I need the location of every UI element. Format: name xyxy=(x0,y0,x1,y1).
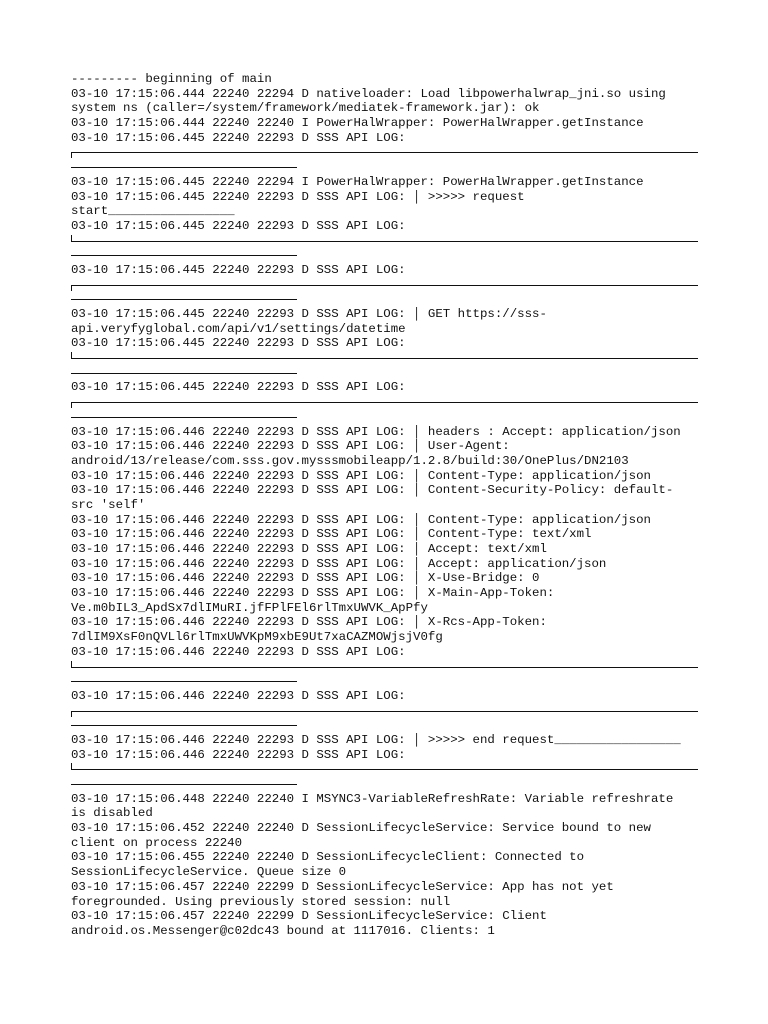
log-line: 03-10 17:15:06.445 22240 22293 D SSS API LOG: xyxy=(71,218,406,233)
box-rule-line xyxy=(71,718,701,733)
rule-bar xyxy=(71,299,297,300)
rule-corner xyxy=(71,235,72,241)
log-line: 03-10 17:15:06.446 22240 22293 D SSS API LOG: │ X-Use-Bridge: 0 xyxy=(71,571,540,586)
box-rule-line xyxy=(71,674,701,689)
rule-corner xyxy=(71,285,72,291)
log-line: 03-10 17:15:06.452 22240 22240 D SessionLifecycleService: Service bound to new xyxy=(71,821,651,836)
log-line: 03-10 17:15:06.445 22240 22293 D SSS API LOG: xyxy=(71,380,406,395)
rule-bar xyxy=(71,285,698,286)
log-document xyxy=(71,72,701,939)
log-line: Ve.m0bIL3_ApdSx7dlIMuRI.jfFPlFEl6rlTmxUWVK_ApPfy xyxy=(71,600,428,615)
log-line: system ns (caller=/system/framework/mediatek-framework.jar): ok xyxy=(71,101,540,116)
rule-bar xyxy=(71,373,297,374)
log-line: 03-10 17:15:06.445 22240 22294 I PowerHalWrapper: PowerHalWrapper.getInstance xyxy=(71,174,644,189)
rule-bar xyxy=(71,255,297,256)
rule-bar xyxy=(71,711,698,712)
log-line: 03-10 17:15:06.446 22240 22293 D SSS API LOG: │ Content-Type: application/json xyxy=(71,468,651,483)
box-rule-line xyxy=(71,366,701,381)
log-line: 03-10 17:15:06.446 22240 22293 D SSS API LOG: │ >>>>> end request_________________ xyxy=(71,732,681,747)
log-line: 03-10 17:15:06.446 22240 22293 D SSS API LOG: │ headers : Accept: application/json xyxy=(71,424,681,439)
log-line: 03-10 17:15:06.448 22240 22240 I MSYNC3-VariableRefreshRate: Variable refreshrate xyxy=(71,791,674,806)
rule-bar xyxy=(71,167,297,168)
log-line: api.veryfyglobal.com/api/v1/settings/datetime xyxy=(71,321,406,336)
rule-bar xyxy=(71,725,297,726)
log-line: android.os.Messenger@c02dc43 bound at 1117016. Clients: 1 xyxy=(71,923,495,938)
log-line: 03-10 17:15:06.446 22240 22293 D SSS API LOG: xyxy=(71,688,406,703)
log-line: start_________________ xyxy=(71,204,235,219)
rule-bar xyxy=(71,417,297,418)
log-line: 03-10 17:15:06.446 22240 22293 D SSS API LOG: │ X-Rcs-App-Token: xyxy=(71,615,547,630)
log-line: 03-10 17:15:06.445 22240 22293 D SSS API LOG: xyxy=(71,336,406,351)
box-rule-line xyxy=(71,660,701,675)
rule-corner xyxy=(71,152,72,158)
box-rule-line xyxy=(71,704,701,719)
log-line: 03-10 17:15:06.446 22240 22293 D SSS API LOG: │ Accept: application/json xyxy=(71,556,607,571)
log-line: src 'self' xyxy=(71,497,146,512)
log-line: 03-10 17:15:06.446 22240 22293 D SSS API LOG: │ User-Agent: xyxy=(71,439,510,454)
box-rule-line xyxy=(71,351,701,366)
rule-bar xyxy=(71,667,698,668)
box-rule-line xyxy=(71,762,701,777)
box-rule-line xyxy=(71,160,701,175)
rule-bar xyxy=(71,402,698,403)
rule-corner xyxy=(71,711,72,717)
log-line: foregrounded. Using previously stored session: null xyxy=(71,894,451,909)
log-line: android/13/release/com.sss.gov.mysssmobileapp/1.2.8/build:30/OnePlus/DN2103 xyxy=(71,453,629,468)
log-line: is disabled xyxy=(71,806,153,821)
log-line: client on process 22240 xyxy=(71,835,243,850)
rule-bar xyxy=(71,358,698,359)
log-line: 03-10 17:15:06.445 22240 22293 D SSS API LOG: │ GET https://sss- xyxy=(71,307,547,321)
rule-corner xyxy=(71,661,72,667)
rule-bar xyxy=(71,769,698,770)
log-line: 03-10 17:15:06.457 22240 22299 D SessionLifecycleService: App has not yet xyxy=(71,879,614,894)
rule-corner xyxy=(71,763,72,769)
box-rule-line xyxy=(71,145,701,160)
rule-bar xyxy=(71,681,297,682)
log-line: 03-10 17:15:06.455 22240 22240 D SessionLifecycleClient: Connected to xyxy=(71,850,585,865)
rule-corner xyxy=(71,352,72,358)
rule-bar xyxy=(71,152,698,153)
box-rule-line xyxy=(71,777,701,792)
log-line: SessionLifecycleService. Queue size 0 xyxy=(71,865,347,880)
log-line: 03-10 17:15:06.445 22240 22293 D SSS API LOG: xyxy=(71,130,406,145)
box-rule-line xyxy=(71,395,701,410)
log-line: 03-10 17:15:06.444 22240 22294 D nativeloader: Load libpowerhalwrap_jni.so using xyxy=(71,86,666,101)
log-line: 03-10 17:15:06.446 22240 22293 D SSS API LOG: │ Content-Security-Policy: default- xyxy=(71,483,674,498)
box-rule-line xyxy=(71,410,701,425)
log-line: 03-10 17:15:06.446 22240 22293 D SSS API LOG: │ X-Main-App-Token: xyxy=(71,586,555,601)
rule-bar xyxy=(71,784,297,785)
box-rule-line xyxy=(71,278,701,293)
log-line: 03-10 17:15:06.445 22240 22293 D SSS API LOG: │ >>>>> request xyxy=(71,189,525,204)
log-line: 03-10 17:15:06.446 22240 22293 D SSS API LOG: xyxy=(71,747,406,762)
log-line: 03-10 17:15:06.444 22240 22240 I PowerHalWrapper: PowerHalWrapper.getInstance xyxy=(71,116,644,131)
log-line: --------- beginning of main xyxy=(71,72,272,86)
rule-bar xyxy=(71,241,698,242)
log-line: 03-10 17:15:06.446 22240 22293 D SSS API LOG: │ Content-Type: text/xml xyxy=(71,527,592,542)
log-line: 03-10 17:15:06.446 22240 22293 D SSS API LOG: xyxy=(71,644,406,659)
log-line: 03-10 17:15:06.457 22240 22299 D SessionLifecycleService: Client xyxy=(71,909,547,924)
log-line: 03-10 17:15:06.445 22240 22293 D SSS API LOG: xyxy=(71,262,406,277)
box-rule-line xyxy=(71,234,701,249)
log-line: 7dlIM9XsF0nQVLl6rlTmxUWVKpM9xbE9Ut7xaCAZMOWjsjV0fg xyxy=(71,630,443,645)
log-line: 03-10 17:15:06.446 22240 22293 D SSS API LOG: │ Content-Type: application/json xyxy=(71,512,651,527)
box-rule-line xyxy=(71,292,701,307)
log-line: 03-10 17:15:06.446 22240 22293 D SSS API LOG: │ Accept: text/xml xyxy=(71,542,547,556)
box-rule-line xyxy=(71,248,701,263)
rule-corner xyxy=(71,402,72,408)
